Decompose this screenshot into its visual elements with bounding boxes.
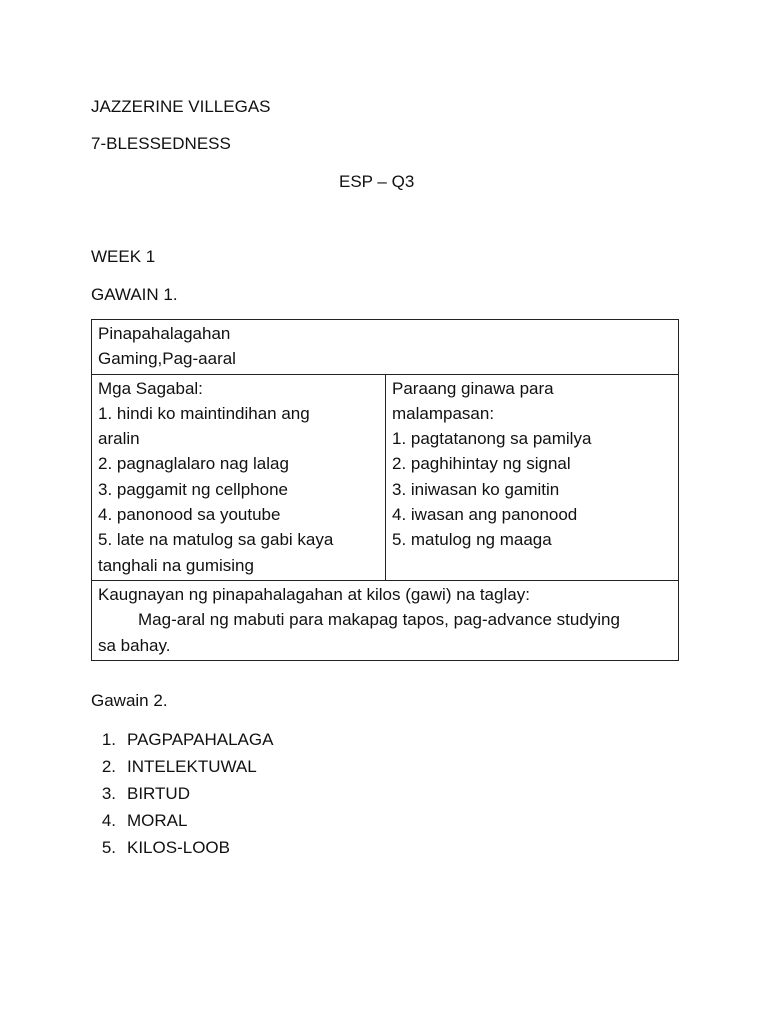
subject-title: ESP – Q3 [339,172,415,191]
sagabal-line: tanghali na gumising [98,555,254,575]
sagabal-line: 3. paggamit ng cellphone [98,479,288,499]
list-item-text: MORAL [127,811,188,830]
kaugnayan-label: Kaugnayan ng pinapahalagahan at kilos (gawi) na taglay: [98,584,530,604]
list-item [91,780,273,807]
sagabal-line: 4. panonood sa youtube [98,505,281,525]
paraan-line: 1. pagtatanong sa pamilya [392,429,592,449]
week-label: WEEK 1 [91,247,156,266]
list-item-text: PAGPAPAHALAGA [127,730,274,749]
pinapahalagahan-row [92,320,679,375]
paraan-cell [386,374,679,580]
list-item-number: 3. [101,784,116,803]
list-item [91,807,273,834]
gawain-2-list [91,726,273,861]
kaugnayan-row [92,580,679,660]
sagabal-line: Mga Sagabal: [98,378,203,398]
sagabal-line: 2. pagnaglalaro nag lalag [98,454,289,474]
list-item [91,753,273,780]
kaugnayan-text: Mag-aral ng mabuti para makapag tapos, pag-advance studying [138,610,620,630]
list-item [91,834,273,861]
gawain-1-title: GAWAIN 1. [91,285,178,304]
sagabal-cell [92,374,386,580]
paraan-line: Paraang ginawa para [392,378,554,398]
gawain-1-table [91,319,679,661]
paraan-line: 3. iniwasan ko gamitin [392,479,560,499]
list-item-text: INTELEKTUWAL [127,757,257,776]
student-section: 7-BLESSEDNESS [91,134,231,153]
paraan-line: 2. paghihintay ng signal [392,454,571,474]
paraan-line: 5. matulog ng maaga [392,530,552,550]
pinapahalagahan-label: Pinapahalagahan [98,324,231,343]
sagabal-line: aralin [98,429,140,449]
list-item-number: 2. [101,757,116,776]
kaugnayan-text-continued: sa bahay. [98,635,171,655]
paraan-line: 4. iwasan ang panonood [392,505,578,525]
paraan-line: malampasan: [392,403,495,423]
sagabal-line: 5. late na matulog sa gabi kaya [98,530,334,550]
sagabal-paraan-row [92,374,679,580]
gawain-2-title: Gawain 2. [91,691,168,710]
list-item-number: 4. [101,811,116,830]
list-item [91,726,273,753]
kaugnayan-cell [92,580,679,660]
pinapahalagahan-value: Gaming,Pag-aaral [98,349,236,369]
list-item-text: KILOS-LOOB [127,838,230,857]
list-item-number: 5. [101,838,116,857]
list-item-text: BIRTUD [127,784,190,803]
student-name: JAZZERINE VILLEGAS [91,97,271,116]
list-item-number: 1. [101,730,116,749]
sagabal-line: 1. hindi ko maintindihan ang [98,403,310,423]
pinapahalagahan-cell [92,320,679,375]
